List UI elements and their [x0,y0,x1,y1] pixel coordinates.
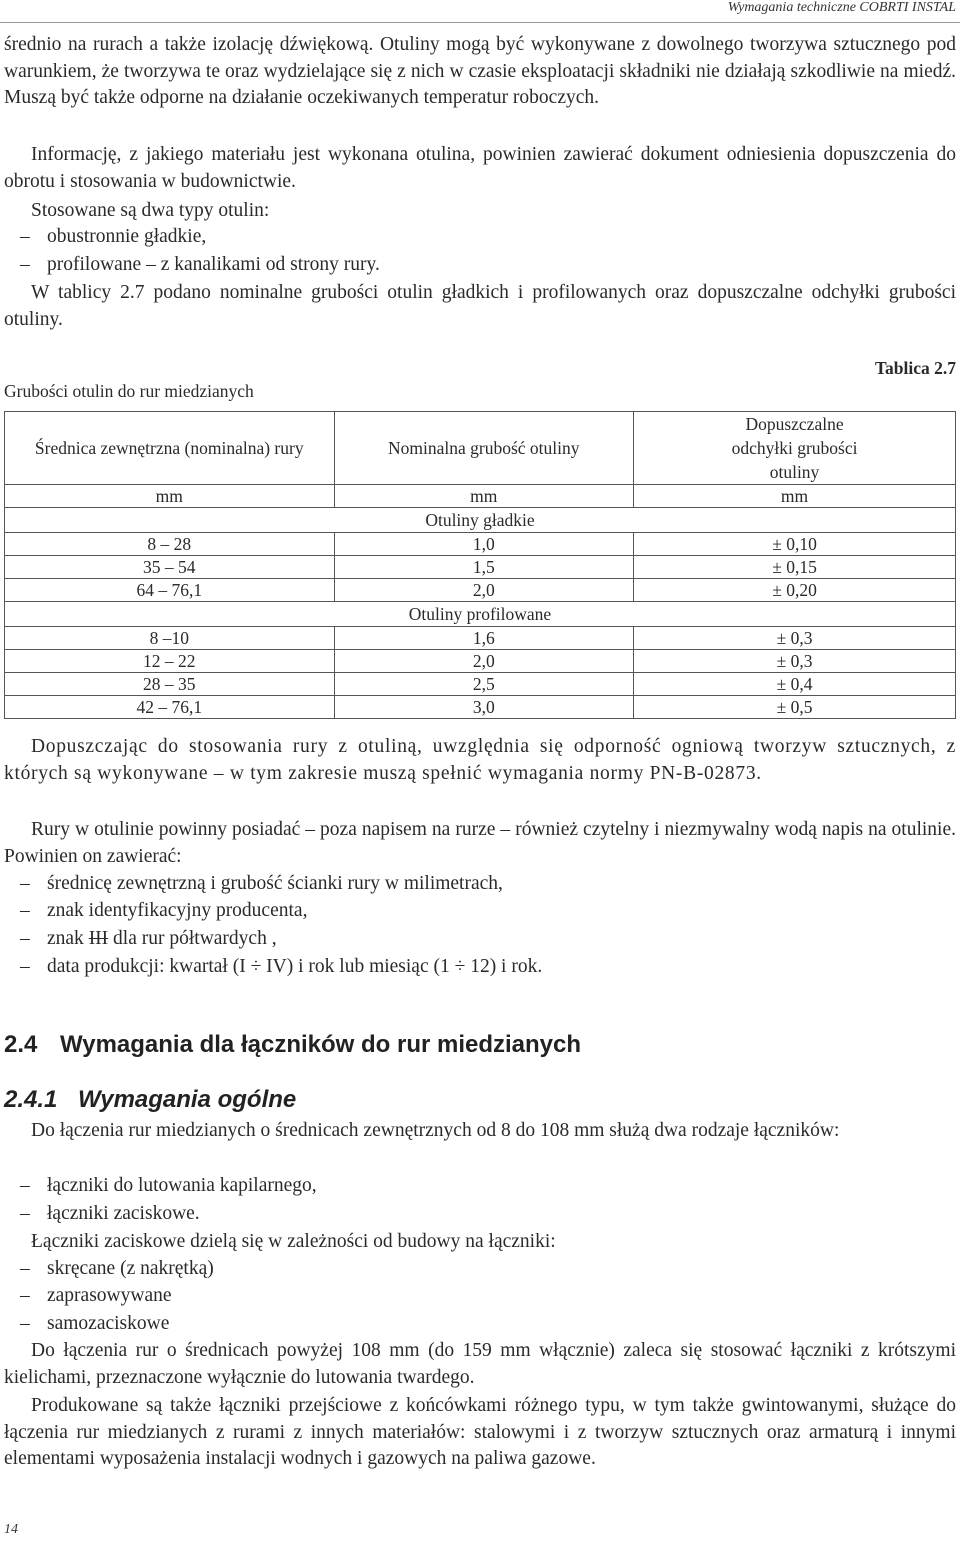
table-cell: ± 0,10 [634,533,956,556]
table-cell: 64 – 76,1 [5,579,335,602]
table-cell: 2,0 [334,650,634,673]
table-row [5,556,956,579]
list-item: – data produkcji: kwartał (I ÷ IV) i rok lub miesiąc (1 ÷ 12) i rok. [20,956,543,977]
table-header-row [5,412,956,485]
half-hard-mark: III [88,928,109,949]
table-row [5,579,956,602]
table-cell: ± 0,3 [634,627,956,650]
table-section-label: Otuliny gładkie [5,508,956,533]
table-cell: 8 – 28 [5,533,335,556]
table-cell: ± 0,15 [634,556,956,579]
table-cell: mm [634,485,956,508]
table-cell: 1,6 [334,627,634,650]
list-item: – skręcane (z nakrętką) [20,1258,214,1279]
table-cell: 3,0 [334,696,634,719]
intro-paragraph-1: średnio na rurach a także izolację dźwiękową. Otuliny mogą być wykonywane z dowolnego tworzywa sztucznego pod warunkiem, że tworzywa te oraz wydzielające się z nich w czasie eksploatacji składniki nie działają szkodliwie na miedź. Muszą być także odporne na działanie oczekiwanych temperatur roboczych. [4,34,956,109]
intro-paragraph-2: Informację, z jakiego materiału jest wykonana otulina, powinien zawierać dokument odniesienia dopuszczenia do obrotu i stosowania w budownictwie. [4,144,956,192]
table-cell: 12 – 22 [5,650,335,673]
intro-paragraph-4: W tablicy 2.7 podano nominalne grubości otulin gładkich i profilowanych oraz dopuszczalne odchyłki grubości otuliny. [4,282,956,330]
table-label: Tablica 2.7 [874,358,956,378]
table-header-cell: Średnica zewnętrzna (nominalna) rury [5,412,335,485]
table-cell: mm [334,485,634,508]
table-header-cell: Dopuszczalne odchyłki grubości otuliny [634,412,956,485]
fire-resistance-paragraph: Dopuszczając do stosowania rury z otuliną, uwzględnia się odporność ogniową tworzyw sztucznych, z których są wykonywane – w tym zakresie muszą spełnić wymagania normy PN-B-02873. [4,736,956,784]
table-section-row [5,602,956,627]
table-row [5,627,956,650]
list-item: – samozaciskowe [20,1313,170,1334]
fittings-paragraph-2: Łączniki zaciskowe dzielą się w zależności od budowy na łączniki: [31,1231,556,1252]
table-cell: 35 – 54 [5,556,335,579]
marking-paragraph: Rury w otulinie powinny posiadać – poza napisem na rurze – również czytelny i niezmywalny wodą napis na otulinie. Powinien on zawierać: [4,819,956,867]
table-units-row [5,485,956,508]
table-cell: 1,5 [334,556,634,579]
table-cell: ± 0,20 [634,579,956,602]
table-cell: mm [5,485,335,508]
list-item: – profilowane – z kanalikami od strony rury. [20,254,380,275]
table-row [5,650,956,673]
table-row [5,696,956,719]
fittings-paragraph-3: Do łączenia rur o średnicach powyżej 108 mm (do 159 mm włącznie) zaleca się stosować łączniki z krótszymi kielichami, przeznaczone wyłącznie do lutowania twardego. [4,1340,956,1388]
section-heading-2-4: 2.4 Wymagania dla łączników do rur miedzianych [4,1031,582,1058]
list-item: – zaprasowywane [20,1285,172,1306]
table-cell: ± 0,5 [634,696,956,719]
running-head: Wymagania techniczne COBRTI INSTAL [727,0,956,15]
table-cell: ± 0,3 [634,650,956,673]
table-cell: 2,5 [334,673,634,696]
table-title: Grubości otulin do rur miedzianych [4,381,254,401]
thickness-table [4,411,956,719]
table-row [5,673,956,696]
table-cell: 8 –10 [5,627,335,650]
intro-paragraph-3: Stosowane są dwa typy otulin: [31,200,270,221]
header-divider [0,22,960,23]
table-row [5,533,956,556]
fittings-paragraph-4: Produkowane są także łączniki przejściowe z końcówkami różnego typu, w tym także gwintowanymi, służące do łączenia rur miedzianych z rurami z innych materiałów: stalowymi i z tworzyw sztucznych oraz armaturą i innymi elementami wyposażenia instalacji wodnych i gazowych na paliwa gazowe. [4,1395,956,1470]
table-cell: 1,0 [334,533,634,556]
table-cell: 28 – 35 [5,673,335,696]
fittings-paragraph-1: Do łączenia rur miedzianych o średnicach zewnętrznych od 8 do 108 mm służą dwa rodzaje łączników: [31,1120,840,1141]
list-item: – znak identyfikacyjny producenta, [20,900,308,921]
list-item: – łączniki do lutowania kapilarnego, [20,1175,317,1196]
list-item: – średnicę zewnętrzną i grubość ścianki rury w milimetrach, [20,873,503,894]
table-header-cell: Nominalna grubość otuliny [334,412,634,485]
list-item: – obustronnie gładkie, [20,226,207,247]
table-cell: 2,0 [334,579,634,602]
table-section-label: Otuliny profilowane [5,602,956,627]
table-cell: 42 – 76,1 [5,696,335,719]
list-item: – łączniki zaciskowe. [20,1203,200,1224]
list-item: – znak III dla rur półtwardych , [20,928,277,949]
page-number: 14 [4,1522,18,1537]
table-cell: ± 0,4 [634,673,956,696]
section-heading-2-4-1: 2.4.1 Wymagania ogólne [4,1086,297,1113]
table-section-row [5,508,956,533]
